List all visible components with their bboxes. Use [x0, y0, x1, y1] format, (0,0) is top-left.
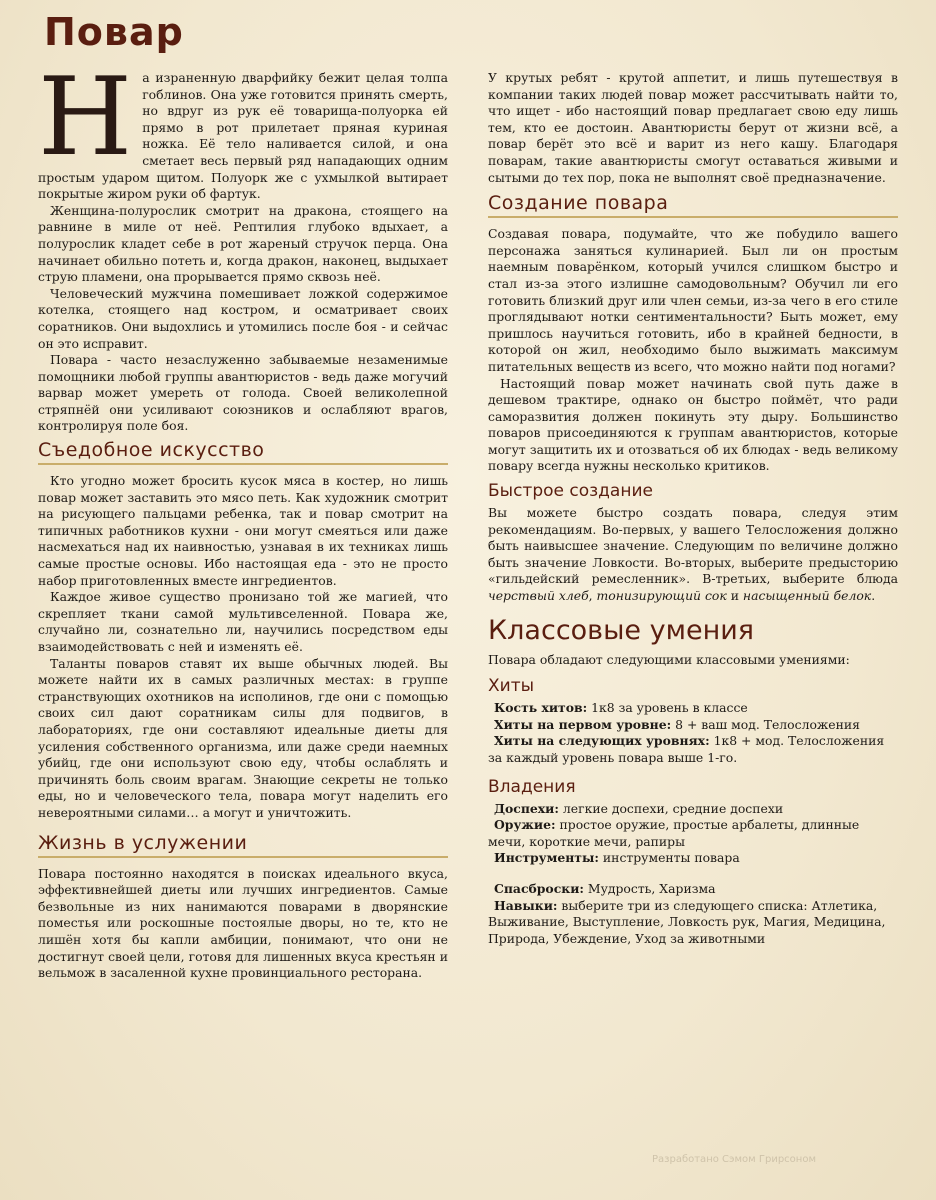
section-heading-quick-build: Быстрое создание: [488, 481, 653, 502]
hit-die-label: Кость хитов:: [494, 700, 588, 716]
section-heading-hit-points: Хиты: [488, 676, 535, 697]
quick-build-dish-3: насыщенный белок: [742, 588, 872, 604]
quick-build-sep-1: ,: [588, 588, 597, 604]
intro-section: [38, 55, 448, 435]
creation-paragraph-1: Создавая повара, подумайте, что же побудило вашего персонажа заняться кулинарией. Был ли он простым наемным поварёнком, который учился слишком быстро и стал из-за этого излишне самодовольным? Обучил ли его готовить близкий друг или член семьи, из-за чего в его стиле проглядывают нотки сентиментальности? Быть может, ему пришлось научиться готовить, ибо в крайней бедности, в которой он жил, необходимо было выжимать максимум питательных веществ из всего, что можно найти под ногами?: [488, 226, 898, 374]
intro-paragraph-2: Женщина-полурослик смотрит на дракона, стоящего на равнине в миле от неё. Рептилия глубоко вдыхает, а полурослик кладет себе в рот жареный стручок перца. Она начинает обильно потеть и, когда дракон, наконец, выдыхает струю пламени, она прорывается прямо сквозь неё.: [38, 202, 448, 285]
tools-value: инструменты повара: [598, 850, 740, 866]
left-column: [38, 55, 448, 982]
service-paragraph-2: У крутых ребят - крутой аппетит, и лишь путешествуя в компании таких людей повар может рассчитывать найти то, что ищет - ибо настоящий повар предлагает свою еду лишь тем, кто ее достоин. Авантюристы берут от жизни всё, а повар берёт это всё и варит из него кашу. Благодаря поварам, такие авантюристы смогут оставаться живыми и сытыми до тех пор, пока не выполнят своё предназначение.: [488, 70, 898, 185]
saving-throws-value: Мудрость, Харизма: [583, 880, 716, 896]
quick-build-sep-2: и: [726, 588, 743, 604]
hit-die-line: [488, 700, 898, 717]
armor-label: Доспехи:: [494, 800, 559, 816]
quick-build-paragraph: [488, 505, 898, 605]
quick-build-end: .: [871, 588, 876, 604]
right-column: [488, 70, 898, 947]
weapons-label: Оружие:: [494, 817, 556, 833]
hp-higher-levels-value: 1к8 + мод. Телосложения за каждый уровень повара выше 1-го.: [488, 733, 885, 765]
saving-throws-label: Спасброски:: [494, 880, 584, 896]
creation-paragraph-2: Настоящий повар может начинать свой путь даже в дешевом трактире, однако он быстро поймёт, что ради саморазвития должен покинуть эту дыру. Большинство поваров присоединяются к группам авантюристов, которые могут защитить их и отозваться об их блюдах - ведь великому повару всегда нужны несколько критиков.: [488, 375, 898, 474]
section-heading-class-features: Классовые умения: [488, 614, 755, 646]
tools-label: Инструменты:: [494, 850, 599, 866]
section-heading-service: Жизнь в услужении: [38, 832, 448, 858]
drop-cap: Н: [38, 55, 133, 180]
section-heading-creation: Создание повара: [488, 192, 898, 218]
intro-paragraph-1: а израненную дварфийку бежит целая толпа гоблинов. Она уже готовится принять смерть, но вдруг из рук её товарища-полуорка ей прямо в рот прилетает пряная куриная ножка. Её тело наливается силой, и она сметает весь первый ряд нападающих одним простым ударом щитом. Полуорк же с ухмылкой вытирает покрытые жиром руки об фартук.: [38, 70, 448, 202]
intro-paragraph-3: Человеческий мужчина помешивает ложкой содержимое котелка, стоящего над костром, и осматривает своих соратников. Они выдохлись и утомились после боя - и сейчас он это исправит.: [38, 285, 448, 351]
edible-art-paragraph-3: Таланты поваров ставят их выше обычных людей. Вы можете найти их в самых различных местах: в группе странствующих охотников на исполинов, где они с помощью своих сил дают соратникам силы для подвигов, в лабораториях, где они составляют идеальные диеты для усиления собственного организма, или даже среди наемных убийц, где они используют свою еду, чтобы ослаблять и причинять боль своим врагам. Знающие секреты не только еды, но и человеческого тела, повара могут наделить его невероятными силами… а могут и уничтожить.: [38, 655, 448, 820]
hp-higher-levels-label: Хиты на следующих уровнях:: [494, 733, 710, 749]
edible-art-paragraph-1: Кто угодно может бросить кусок мяса в костер, но лишь повар может заставить это мясо петь. Как художник смотрит на рисующего пальцами ребенка, так и повар смотрит на типичных работников кухни - они могут смеяться или даже насмехаться над их наивностью, узнавая в их техниках лишь самые простые основы. Ибо настоящая еда - это не просто набор приготовленных вместе ингредиентов.: [38, 473, 448, 588]
tools-line: [488, 850, 898, 867]
hp-first-level-value: 8 + ваш мод. Телосложения: [671, 716, 860, 732]
armor-value: легкие доспехи, средние доспехи: [558, 800, 784, 816]
hp-first-level-line: [488, 717, 898, 734]
footer-credit: Разработано Сэмом Грирсоном: [652, 1154, 816, 1165]
weapons-line: [488, 817, 898, 850]
skills-label: Навыки:: [494, 897, 558, 913]
class-features-intro: Повара обладают следующими классовыми умениями:: [488, 651, 850, 667]
hp-higher-levels-line: [488, 733, 898, 766]
section-heading-edible-art: Съедобное искусство: [38, 439, 448, 465]
hit-die-value: 1к8 за уровень в классе: [587, 700, 748, 716]
saving-throws-line: [488, 881, 898, 898]
spacer: [488, 867, 898, 881]
skills-value: выберите три из следующего списка: Атлетика, Выживание, Выступление, Ловкость рук, Магия, Медицина, Природа, Убеждение, Уход за животными: [488, 897, 886, 946]
hp-first-level-label: Хиты на первом уровне:: [494, 716, 672, 732]
armor-line: [488, 801, 898, 818]
section-heading-proficiencies: Владения: [488, 776, 576, 797]
weapons-value: простое оружие, простые арбалеты, длинные мечи, короткие мечи, рапиры: [488, 817, 860, 849]
quick-build-dish-2: тонизирующий сок: [596, 588, 727, 604]
quick-build-text: Вы можете быстро создать повара, следуя этим рекомендациям. Во-первых, у вашего Телосложения должно быть наивысшее значение. Следующим по величине должно быть значение Ловкости. Во-вторых, выберите предысторию «гильдейский ремесленник». В-третьих, выберите блюда: [488, 505, 898, 587]
skills-line: [488, 898, 898, 948]
quick-build-dish-1: черствый хлеб: [488, 588, 589, 604]
page-title: Повар: [44, 10, 184, 54]
service-paragraph-1: Повара постоянно находятся в поисках идеального вкуса, эффективнейшей диеты или лучших ингредиентов. Самые безвольные из них нанимаются поварами в дворянские поместья или роскошные постоялые дворы, но те, кто не лишён хотя бы капли амбиции, понимают, что они не достигнут своей цели, готовя для лишенных вкуса крестьян и вельмож в засаленной кухне провинциального ресторана.: [38, 865, 448, 981]
intro-paragraph-4: Повара - часто незаслуженно забываемые незаменимые помощники любой группы авантюристов - ведь даже могучий варвар может умереть от голода. Своей великолепной стряпнёй они усиливают союзников и ослабляют врагов, контролируя поле боя.: [38, 352, 448, 434]
edible-art-paragraph-2: Каждое живое существо пронизано той же магией, что скрепляет ткани самой мультивселенной. Повара же, случайно ли, сознательно ли, научились посредством еды взаимодействовать с ней и изменять её.: [38, 589, 448, 654]
